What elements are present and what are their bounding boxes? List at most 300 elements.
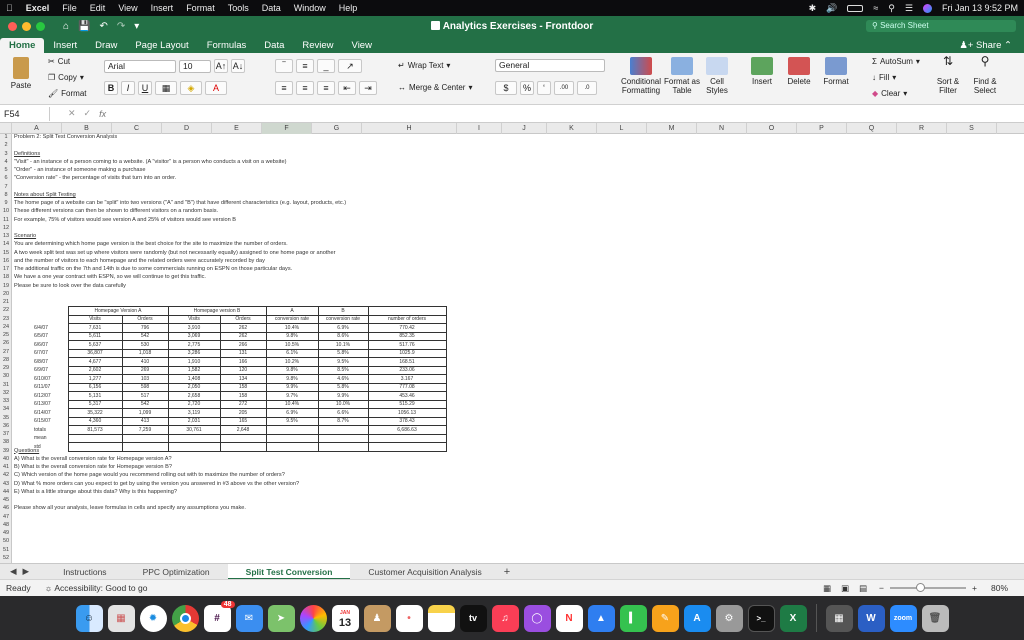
table-cell[interactable]: 9.8%: [266, 366, 318, 375]
table-cell[interactable]: [122, 443, 168, 452]
row-header[interactable]: 51: [2, 546, 10, 553]
row-header[interactable]: 26: [2, 340, 10, 347]
column-header-r[interactable]: R: [897, 123, 947, 134]
accessibility-icon[interactable]: ☼: [44, 583, 53, 593]
row-header[interactable]: 52: [2, 554, 10, 561]
row-label-cell[interactable]: 6/5/07: [34, 333, 48, 340]
reminders-icon[interactable]: •: [396, 605, 423, 632]
close-window-button[interactable]: [8, 22, 17, 31]
minimize-window-button[interactable]: [22, 22, 31, 31]
decrease-decimal-icon[interactable]: .0: [577, 81, 597, 95]
table-cell[interactable]: 1,408: [168, 375, 220, 384]
sort-filter-button[interactable]: ⇅ Sort & Filter: [936, 54, 960, 95]
cell-text[interactable]: For example, 75% of visitors would see version A and 25% of visitors would see version B: [14, 216, 236, 223]
paste-button[interactable]: Paste: [8, 57, 34, 90]
delete-cells-button[interactable]: Delete: [784, 57, 814, 86]
table-cell[interactable]: 35,322: [68, 409, 122, 418]
column-header-cell[interactable]: conversion rate: [318, 315, 368, 324]
row-header[interactable]: 20: [2, 290, 10, 297]
cell-text[interactable]: "Order" - an instance of someone making a purchase: [14, 167, 146, 173]
column-header-cell[interactable]: number of orders: [368, 315, 446, 324]
group-header-version-a[interactable]: Homepage Version A: [68, 307, 168, 316]
table-cell[interactable]: 5,637: [68, 341, 122, 350]
column-header-j[interactable]: J: [502, 123, 547, 134]
row-header[interactable]: 17: [2, 266, 10, 272]
row-header[interactable]: 35: [2, 414, 10, 421]
normal-view-icon[interactable]: ▦: [822, 582, 831, 593]
row-header[interactable]: 28: [2, 356, 10, 363]
share-button[interactable]: ♟+ Share ⌃: [959, 40, 1012, 51]
cell-text[interactable]: "Visit" - an instance of a person coming to a website. (A "visitor" is a person who conducts a visit on a website): [14, 158, 287, 165]
volume-icon[interactable]: 🔊: [826, 2, 838, 13]
table-cell[interactable]: [32, 307, 68, 316]
table-cell[interactable]: 166: [220, 358, 266, 367]
table-cell[interactable]: 1025.9: [368, 349, 446, 358]
row-label-cell[interactable]: 6/9/07: [34, 367, 48, 374]
table-cell[interactable]: 158: [220, 383, 266, 392]
cell-text[interactable]: A two week split test was set up where visitors were randomly (but not necessarily equally) assigned to one home page or another: [14, 249, 336, 256]
clear-button[interactable]: ◆ Clear ▾: [872, 89, 908, 98]
page-layout-view-icon[interactable]: ▣: [840, 582, 850, 593]
table-cell[interactable]: 542: [122, 332, 168, 341]
select-all-corner[interactable]: [0, 123, 12, 134]
row-label-cell[interactable]: mean: [34, 435, 47, 442]
table-cell[interactable]: 5,611: [68, 332, 122, 341]
launchpad-icon[interactable]: ▦: [108, 605, 135, 632]
row-header[interactable]: 2: [4, 142, 8, 149]
table-cell[interactable]: 269: [122, 366, 168, 375]
column-header-c[interactable]: C: [112, 123, 162, 134]
group-header-version-b[interactable]: Homepage version B: [168, 307, 266, 316]
siri-icon[interactable]: [923, 4, 932, 13]
table-cell[interactable]: [68, 434, 122, 443]
zoom-app-icon[interactable]: zoom: [890, 605, 917, 632]
cell-text[interactable]: Notes about Split Testing: [14, 191, 76, 198]
row-header[interactable]: 18: [2, 274, 10, 281]
row-header[interactable]: 8: [4, 191, 8, 198]
sheet-tab-customer-acquisition[interactable]: Customer Acquisition Analysis: [368, 566, 482, 577]
table-cell[interactable]: [318, 443, 368, 452]
cell-area[interactable]: [12, 134, 1024, 563]
table-cell[interactable]: 852.35: [368, 332, 446, 341]
row-header[interactable]: 32: [2, 389, 10, 396]
system-preferences-icon[interactable]: ⚙: [716, 605, 743, 632]
keynote-icon[interactable]: ▲: [588, 605, 615, 632]
fill-color-icon[interactable]: ◈: [180, 81, 202, 95]
table-cell[interactable]: 233.06: [368, 366, 446, 375]
row-label-cell[interactable]: 6/10/07: [34, 375, 51, 382]
slack-icon[interactable]: # 48: [204, 605, 231, 632]
table-cell[interactable]: [368, 443, 446, 452]
table-cell[interactable]: 2,720: [168, 400, 220, 409]
conditional-formatting-button[interactable]: Conditional Formatting: [618, 57, 664, 95]
table-cell[interactable]: 8.7%: [318, 417, 368, 426]
cell-text[interactable]: The additional traffic on the 7th and 14th is due to some commercials running on ESPN on those particular days.: [14, 266, 293, 272]
table-cell[interactable]: 453.46: [368, 392, 446, 401]
row-header[interactable]: 24: [2, 323, 10, 330]
cell-text[interactable]: C) Which version of the home page would you recommend rolling out with to maximize the number of orders?: [14, 472, 285, 479]
column-header-n[interactable]: N: [697, 123, 747, 134]
align-left-icon[interactable]: ≡: [275, 81, 293, 95]
row-header[interactable]: 30: [2, 373, 10, 380]
bold-button[interactable]: B: [104, 81, 118, 95]
font-color-icon[interactable]: A: [205, 81, 227, 95]
insert-cells-button[interactable]: Insert: [748, 57, 776, 86]
row-label-cell[interactable]: 6/12/07: [34, 392, 51, 399]
cell-text[interactable]: Please show all your analysis, leave formulas in cells and specify any assumptions you make.: [14, 505, 246, 512]
table-cell[interactable]: 1,099: [122, 409, 168, 418]
fill-button[interactable]: ↓ Fill ▾: [872, 73, 897, 82]
next-sheet-icon[interactable]: ▶: [22, 566, 30, 576]
table-cell[interactable]: 205: [220, 409, 266, 418]
home-icon[interactable]: ⌂: [63, 20, 70, 32]
row-header[interactable]: 11: [3, 216, 9, 223]
row-header[interactable]: 39: [2, 447, 10, 454]
table-cell[interactable]: 10.4%: [266, 324, 318, 333]
table-cell[interactable]: 1,582: [168, 366, 220, 375]
numbers-icon[interactable]: ▍: [620, 605, 647, 632]
music-icon[interactable]: ♫: [492, 605, 519, 632]
cell-text[interactable]: Please be sure to look over the data carefully: [14, 282, 126, 289]
align-right-icon[interactable]: ≡: [317, 81, 335, 95]
table-cell[interactable]: 1056.13: [368, 409, 446, 418]
maps-icon[interactable]: ➤: [268, 605, 295, 632]
cell-text[interactable]: A) What is the overall conversion rate for Homepage version A?: [14, 455, 172, 462]
table-cell[interactable]: 10.4%: [266, 400, 318, 409]
table-cell[interactable]: [318, 426, 368, 435]
row-header[interactable]: 6: [4, 175, 8, 182]
wifi-icon[interactable]: ≈: [873, 3, 879, 13]
zoom-in-button[interactable]: +: [972, 583, 977, 593]
row-header[interactable]: 22: [2, 307, 10, 314]
column-header-s[interactable]: S: [947, 123, 997, 134]
row-label-cell[interactable]: 6/15/07: [34, 418, 51, 425]
column-header-k[interactable]: K: [547, 123, 597, 134]
table-cell[interactable]: 9.8%: [266, 375, 318, 384]
clock-datetime[interactable]: Fri Jan 13 9:52 PM: [941, 3, 1018, 13]
zoom-level[interactable]: 80%: [990, 583, 1008, 593]
row-label-cell[interactable]: 6/11/07: [34, 384, 51, 391]
table-cell[interactable]: 9.9%: [318, 392, 368, 401]
menu-window[interactable]: Window: [286, 3, 319, 13]
table-cell[interactable]: 1,277: [68, 375, 122, 384]
column-header-cell[interactable]: [32, 315, 68, 324]
row-header[interactable]: 42: [2, 472, 10, 479]
cell-text[interactable]: E) What is a little strange about this data? Why is this happening?: [14, 488, 177, 495]
table-cell[interactable]: 4,677: [68, 358, 122, 367]
column-header-g[interactable]: G: [312, 123, 362, 134]
row-header[interactable]: 14: [2, 241, 10, 248]
cell-text[interactable]: These different versions can then be shown to different visitors on a random basis.: [14, 208, 219, 215]
row-header[interactable]: 49: [2, 530, 10, 536]
notes-icon[interactable]: [428, 605, 455, 632]
row-label-cell[interactable]: 6/7/07: [34, 350, 48, 357]
table-cell[interactable]: 1,910: [168, 358, 220, 367]
zoom-window-button[interactable]: [36, 22, 45, 31]
row-header[interactable]: 50: [2, 538, 10, 545]
terminal-icon[interactable]: >_: [748, 605, 775, 632]
control-center-icon[interactable]: ☰: [904, 2, 913, 13]
menu-help[interactable]: Help: [332, 3, 351, 13]
photos-icon[interactable]: [300, 605, 327, 632]
cell-text[interactable]: The home page of a website can be "split" into two versions ("A" and "B") that have different characteristics (e.g. layout, products, etc.): [14, 200, 347, 206]
row-header[interactable]: 5: [4, 167, 8, 173]
table-cell[interactable]: [318, 434, 368, 443]
cell-text[interactable]: and the number of visitors to each homepage and the related orders were accurately recorded by day: [14, 257, 265, 264]
chrome-icon[interactable]: [172, 605, 199, 632]
tab-insert[interactable]: Insert: [53, 40, 78, 51]
column-header-o[interactable]: O: [747, 123, 797, 134]
add-sheet-button[interactable]: +: [503, 565, 511, 578]
row-label-cell[interactable]: 6/6/07: [34, 341, 48, 348]
zoom-slider[interactable]: [890, 587, 966, 589]
row-header[interactable]: 44: [2, 488, 10, 495]
row-header[interactable]: 43: [2, 480, 10, 487]
worksheet-grid[interactable]: [0, 123, 1024, 563]
row-header[interactable]: 27: [2, 348, 10, 355]
table-cell[interactable]: 770.42: [368, 324, 446, 333]
column-header-i[interactable]: I: [457, 123, 502, 134]
battery-icon[interactable]: [847, 5, 863, 12]
column-header-m[interactable]: M: [647, 123, 697, 134]
table-cell[interactable]: 3,910: [168, 324, 220, 333]
table-cell[interactable]: 131: [220, 349, 266, 358]
table-cell[interactable]: 6,156: [68, 383, 122, 392]
font-size-select[interactable]: 10: [179, 60, 211, 73]
menu-file[interactable]: File: [55, 3, 71, 13]
menu-tools[interactable]: Tools: [220, 3, 242, 13]
row-header[interactable]: 15: [2, 249, 10, 256]
tab-formulas[interactable]: Formulas: [206, 40, 247, 51]
pages-icon[interactable]: ✎: [652, 605, 679, 632]
table-cell[interactable]: 9.7%: [266, 392, 318, 401]
table-cell[interactable]: 165: [220, 417, 266, 426]
currency-format-button[interactable]: $: [495, 81, 517, 95]
italic-button[interactable]: I: [121, 81, 135, 95]
finder-icon[interactable]: ☺: [76, 605, 103, 632]
table-cell[interactable]: 410: [122, 358, 168, 367]
formula-input[interactable]: [114, 108, 1024, 120]
calculator-icon[interactable]: ▦: [826, 605, 853, 632]
row-header[interactable]: 29: [2, 365, 10, 371]
table-cell[interactable]: 8.6%: [318, 332, 368, 341]
table-cell[interactable]: 2,648: [220, 426, 266, 435]
table-cell[interactable]: 8.5%: [318, 366, 368, 375]
cell-text[interactable]: You are determining which home page version is the best choice for the site to maximize the number of orders.: [14, 241, 288, 248]
menu-insert[interactable]: Insert: [143, 3, 167, 13]
menu-view[interactable]: View: [111, 3, 131, 13]
table-cell[interactable]: 378.43: [368, 417, 446, 426]
customize-toolbar-icon[interactable]: ▾: [134, 20, 140, 32]
table-cell[interactable]: 1,018: [122, 349, 168, 358]
decrease-font-size-button[interactable]: A↓: [232, 61, 244, 71]
table-cell[interactable]: 2,658: [168, 392, 220, 401]
table-cell[interactable]: 3,119: [168, 409, 220, 418]
table-cell[interactable]: 7,631: [68, 324, 122, 333]
column-header-cell[interactable]: conversion rate: [266, 315, 318, 324]
table-cell[interactable]: 10.1%: [318, 341, 368, 350]
tab-draw[interactable]: Draw: [95, 40, 118, 51]
table-cell[interactable]: [368, 307, 446, 316]
cell-text[interactable]: Scenario: [14, 233, 37, 239]
row-label-cell[interactable]: std: [34, 443, 41, 450]
row-header[interactable]: 40: [2, 455, 10, 462]
find-select-button[interactable]: ⚲ Find & Select: [973, 54, 997, 95]
mail-icon[interactable]: ✉: [236, 605, 263, 632]
column-header-cell[interactable]: Visits: [68, 315, 122, 324]
cell-text[interactable]: "Conversion rate" - the percentage of visits that turn into an order.: [14, 175, 177, 182]
search-sheet-input[interactable]: ⚲ Search Sheet: [866, 20, 1016, 32]
increase-font-size-button[interactable]: A↑: [215, 61, 227, 71]
autosum-button[interactable]: Σ AutoSum ▾: [872, 57, 920, 66]
orientation-icon[interactable]: ↗: [338, 59, 362, 73]
column-header-e[interactable]: E: [212, 123, 262, 134]
table-cell[interactable]: 4,360: [68, 417, 122, 426]
table-cell[interactable]: 796: [122, 324, 168, 333]
row-header[interactable]: 21: [2, 299, 10, 305]
table-cell[interactable]: 10.0%: [318, 400, 368, 409]
row-header[interactable]: 38: [2, 439, 10, 446]
table-cell[interactable]: 4.6%: [318, 375, 368, 384]
table-cell[interactable]: 515.29: [368, 400, 446, 409]
format-painter-button[interactable]: 🖌 Format: [48, 89, 87, 98]
percent-format-button[interactable]: %: [520, 81, 534, 95]
table-cell[interactable]: 103: [122, 375, 168, 384]
accessibility-status[interactable]: Accessibility: Good to go: [54, 583, 148, 593]
table-cell[interactable]: 262: [220, 332, 266, 341]
table-cell[interactable]: 6.1%: [266, 349, 318, 358]
table-cell[interactable]: 5.8%: [318, 349, 368, 358]
redo-icon[interactable]: ↷: [116, 20, 126, 32]
tab-data[interactable]: Data: [264, 40, 285, 51]
decrease-indent-icon[interactable]: ⇤: [338, 81, 356, 95]
table-cell[interactable]: 6,686.63: [368, 426, 446, 435]
table-cell[interactable]: 2,775: [168, 341, 220, 350]
row-header[interactable]: 16: [2, 257, 10, 264]
cell-text[interactable]: D) What % more orders can you expect to get by using the version you answered in #3 above vs the other version?: [14, 480, 300, 487]
table-cell[interactable]: [220, 443, 266, 452]
column-header-q[interactable]: Q: [847, 123, 897, 134]
row-header[interactable]: 36: [2, 422, 10, 429]
row-header[interactable]: 23: [2, 315, 10, 322]
row-label-cell[interactable]: 6/8/07: [34, 358, 48, 365]
column-header-cell[interactable]: Orders: [220, 315, 266, 324]
sheet-tab-split-test-conversion[interactable]: Split Test Conversion: [228, 564, 351, 580]
align-center-icon[interactable]: ≡: [296, 81, 314, 95]
copy-button[interactable]: ❐ Copy ▾: [48, 73, 84, 82]
column-header-cell[interactable]: Orders: [122, 315, 168, 324]
table-cell[interactable]: 6.6%: [318, 409, 368, 418]
column-header-l[interactable]: L: [597, 123, 647, 134]
table-cell[interactable]: 2,602: [68, 366, 122, 375]
bluetooth-icon[interactable]: ✱: [808, 2, 817, 13]
table-cell[interactable]: 272: [220, 400, 266, 409]
apple-menu-icon[interactable]: [6, 3, 13, 13]
table-cell[interactable]: 517: [122, 392, 168, 401]
calendar-icon[interactable]: JAN 13: [332, 605, 359, 632]
table-cell[interactable]: 266: [220, 341, 266, 350]
table-cell[interactable]: [266, 426, 318, 435]
table-cell[interactable]: 81,573: [68, 426, 122, 435]
column-header-b[interactable]: B: [62, 123, 112, 134]
row-header[interactable]: 25: [2, 332, 10, 338]
cell-text[interactable]: B) What is the overall conversion rate for Homepage version B?: [14, 464, 172, 470]
merge-center-button[interactable]: ↔ Merge & Center ▾: [398, 83, 473, 92]
trash-icon[interactable]: 🗑: [922, 605, 949, 632]
enter-formula-icon[interactable]: ✓: [83, 108, 92, 118]
cell-text[interactable]: Definitions: [14, 150, 41, 157]
column-header-f[interactable]: F: [262, 123, 312, 134]
table-cell[interactable]: 10.5%: [266, 341, 318, 350]
increase-decimal-icon[interactable]: .00: [554, 81, 574, 95]
contacts-icon[interactable]: ♟: [364, 605, 391, 632]
table-cell[interactable]: 30,761: [168, 426, 220, 435]
row-header[interactable]: 48: [2, 521, 10, 528]
wrap-text-button[interactable]: ↵ Wrap Text ▾: [398, 61, 451, 70]
menu-format[interactable]: Format: [179, 3, 208, 13]
table-cell[interactable]: 517.76: [368, 341, 446, 350]
cell-text[interactable]: Questions: [14, 447, 40, 454]
row-label-cell[interactable]: totals: [34, 426, 46, 433]
column-header-a[interactable]: A: [12, 123, 62, 134]
borders-icon[interactable]: ▦: [155, 81, 177, 95]
row-header[interactable]: 33: [2, 398, 10, 404]
table-cell[interactable]: 542: [122, 400, 168, 409]
row-header[interactable]: 19: [2, 282, 10, 289]
table-cell[interactable]: 598: [122, 383, 168, 392]
podcasts-icon[interactable]: ◯: [524, 605, 551, 632]
zoom-out-button[interactable]: −: [879, 583, 885, 593]
row-header[interactable]: 12: [2, 224, 10, 231]
table-cell[interactable]: [122, 434, 168, 443]
apple-tv-icon[interactable]: tv: [460, 605, 487, 632]
row-header[interactable]: 37: [2, 431, 10, 437]
tab-page-layout[interactable]: Page Layout: [135, 40, 189, 51]
table-cell[interactable]: 134: [220, 375, 266, 384]
table-cell[interactable]: 120: [220, 366, 266, 375]
table-cell[interactable]: 262: [220, 324, 266, 333]
table-cell[interactable]: 3,069: [168, 332, 220, 341]
table-cell[interactable]: 2,031: [168, 417, 220, 426]
row-label-cell[interactable]: 6/13/07: [34, 401, 51, 408]
column-header-cell[interactable]: Visits: [168, 315, 220, 324]
table-cell[interactable]: [168, 443, 220, 452]
number-format-select[interactable]: General: [495, 59, 605, 72]
table-cell[interactable]: 5,131: [68, 392, 122, 401]
column-header-p[interactable]: P: [797, 123, 847, 134]
tab-view[interactable]: View: [351, 40, 372, 51]
cell-styles-button[interactable]: Cell Styles: [703, 57, 731, 95]
excel-icon[interactable]: X: [780, 605, 807, 632]
table-cell[interactable]: 413: [122, 417, 168, 426]
header-a[interactable]: A: [266, 307, 318, 316]
table-cell[interactable]: 5,317: [68, 400, 122, 409]
row-header[interactable]: 10: [2, 208, 10, 215]
row-header[interactable]: 46: [2, 505, 10, 512]
menu-data[interactable]: Data: [254, 3, 274, 13]
row-label-cell[interactable]: 6/14/07: [34, 409, 51, 416]
column-header-d[interactable]: D: [162, 123, 212, 134]
app-store-icon[interactable]: A: [684, 605, 711, 632]
insert-function-icon[interactable]: fx: [99, 108, 107, 119]
table-cell[interactable]: 9.5%: [266, 417, 318, 426]
safari-icon[interactable]: ✹: [140, 605, 167, 632]
cell-text[interactable]: We have a one year contract with ESPN, so we will continue to get this traffic.: [14, 274, 206, 281]
table-cell[interactable]: 6.9%: [266, 409, 318, 418]
name-box[interactable]: F54: [0, 107, 50, 121]
previous-sheet-icon[interactable]: ◀: [10, 566, 17, 576]
align-top-icon[interactable]: ‾: [275, 59, 293, 73]
